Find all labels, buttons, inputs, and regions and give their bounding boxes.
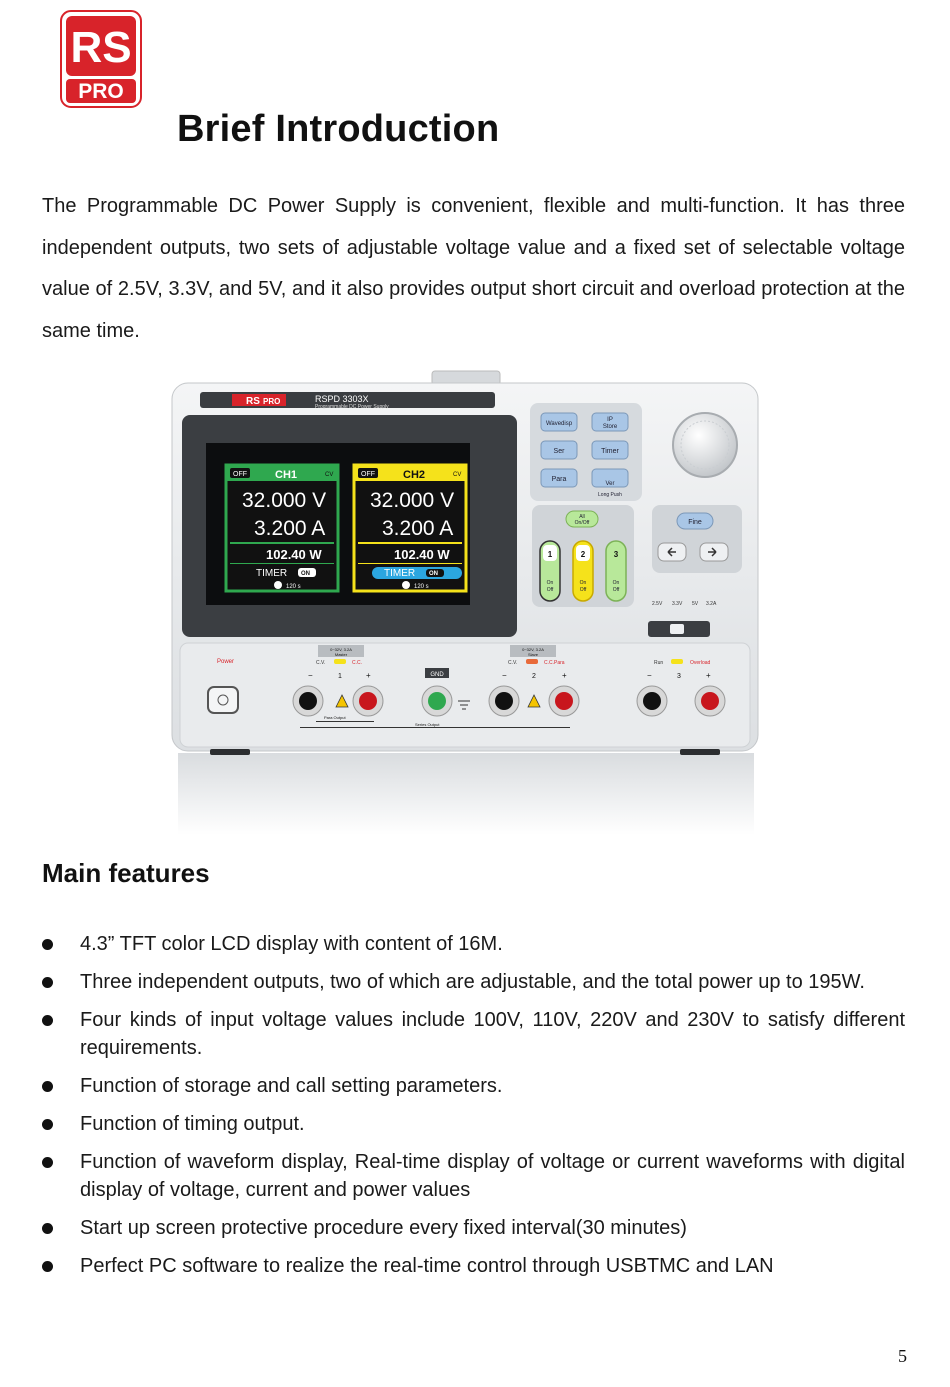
ch1-current: 3.200 A [254,517,326,540]
rotary-knob [673,413,737,477]
ch1-plus: + [366,671,371,680]
feature-text: Function of waveform display, Real-time display of voltage or current waveforms with digital display of voltage, current and power values [80,1151,905,1201]
features-heading: Main features [42,858,210,888]
feature-item [42,1252,905,1280]
ch3-v1: 2.5V [652,601,663,607]
ch1-timer-state: ON [301,571,310,577]
run-label: Run [654,660,664,666]
ch3-positive-terminal [701,692,719,710]
power-button [208,687,238,713]
bullet-icon [42,1015,53,1026]
ch2-time: 120 s [414,584,429,590]
key-ver: Ver [605,481,615,487]
device-subtitle: Programmable DC Power Supply [315,404,389,410]
feature-item [42,1072,905,1100]
ch1-cc-label: C.C. [352,660,362,666]
feature-text: 4.3” TFT color LCD display with content of 16M. [80,933,503,955]
gnd-terminal [428,692,446,710]
feature-item [42,968,905,996]
ch2-voltage: 32.000 V [370,489,455,512]
ch2-timer-label: TIMER [384,568,416,579]
feature-text: Function of timing output. [80,1113,305,1135]
reflection [178,753,754,835]
device-brand-pro: PRO [263,397,281,406]
feature-text: Start up screen protective procedure every fixed interval(30 minutes) [80,1217,687,1239]
ch2-timer-state: ON [429,571,438,577]
features-list [42,930,905,1290]
key-ch3: 3 [613,550,619,559]
ch1-mode: CV [325,472,334,478]
slave-range: 0~32V, 3.2A [522,647,544,652]
foot-right [680,749,720,755]
key-all-onoff: On/Off [574,520,590,526]
bullet-icon [42,1081,53,1092]
page-title: Brief Introduction [177,108,500,150]
ch1-positive-terminal [359,692,377,710]
feature-item [42,1148,905,1204]
logo-pro-text: PRO [78,80,124,103]
feature-text: Four kinds of input voltage values include 100V, 110V, 220V and 230V to satisfy different requirements. [80,1009,905,1059]
key-ser: Ser [553,448,565,455]
ch1-name: CH1 [275,469,298,481]
series-output-label: Series Output [415,722,440,727]
ch2-cv-label: C.V. [508,660,518,666]
key-long-push: Long Push [598,492,622,498]
bullet-icon [42,1261,53,1272]
ch3-minus: − [647,671,652,680]
key-ip: IP [607,417,613,423]
key-ch2-on: On [579,580,587,586]
slave-label: Slave [527,652,539,657]
logo-rs-text: RS [70,23,132,72]
key-ch1-on: On [546,580,554,586]
ch2-minus: − [502,671,507,680]
gnd-label: GND [430,672,444,678]
ch2-positive-terminal [555,692,573,710]
foot-left [210,749,250,755]
ch1-number: 1 [338,673,342,680]
ch3-plus: + [706,671,711,680]
ch3-number: 3 [677,673,681,680]
ch1-voltage: 32.000 V [242,489,327,512]
master-range: 0~32V, 3.2A [330,647,352,652]
rs-pro-logo [60,10,142,108]
feature-item [42,1006,905,1062]
key-para: Para [551,476,567,483]
bullet-icon [42,939,53,950]
feature-text: Function of storage and call setting parameters. [80,1075,503,1097]
feature-text: Perfect PC software to realize the real-time control through USBTMC and LAN [80,1255,774,1277]
ch1-negative-terminal [299,692,317,710]
para-output-label: Para Output [324,715,346,720]
bullet-icon [42,1157,53,1168]
ch2-cc-para-label: C.C.Para [544,660,565,666]
ch3-v2: 3.3V [672,601,683,607]
power-label: Power [217,659,235,665]
ch1-cv-label: C.V. [316,660,326,666]
ch1-minus: − [308,671,313,680]
ch3-negative-terminal [643,692,661,710]
ch2-name: CH2 [403,469,426,481]
key-ch3-off: Off [612,587,620,593]
ch2-number: 2 [532,673,536,680]
intro-paragraph: The Programmable DC Power Supply is convenient, flexible and multi-function. It has three independent outputs, two sets of adjustable voltage value and a fixed set of selectable voltage value of 2.5V, 3.3V, and 5V, and it also provides output short circuit and overload protection at the same time. [42,195,905,342]
key-ch3-on: On [612,580,620,586]
ch1-off-badge: OFF [233,471,247,478]
ch2-negative-terminal [495,692,513,710]
ch3-v4: 3.2A [706,601,717,607]
ch2-power: 102.40 W [394,547,450,562]
ch2-current: 3.200 A [382,517,454,540]
bullet-icon [42,1223,53,1234]
ch2-mode: CV [453,472,462,478]
key-ch2-off: Off [579,587,587,593]
ch2-off-badge: OFF [361,471,375,478]
master-label: Master [334,652,348,657]
feature-item [42,1110,905,1138]
key-wavedisp: Wavedisp [545,421,573,427]
device-brand-rs: RS [246,396,260,407]
ch3-v3: 5V [692,601,699,607]
device-model: RSPD 3303X [315,394,369,404]
key-fine: Fine [688,519,702,526]
bullet-icon [42,977,53,988]
feature-item [42,1214,905,1242]
feature-item [42,930,905,958]
page-number: 5 [898,1346,907,1366]
ch1-power: 102.40 W [266,547,322,562]
bullet-icon [42,1119,53,1130]
power-supply-product-image [170,365,760,835]
key-all: All [579,514,585,520]
key-ch1-off: Off [546,587,554,593]
overload-label: Overload [690,660,711,666]
key-ch2: 2 [580,550,586,559]
ch2-plus: + [562,671,567,680]
ch1-time: 120 s [286,584,301,590]
ch1-timer-label: TIMER [256,568,288,579]
key-timer: Timer [601,448,619,455]
feature-text: Three independent outputs, two of which are adjustable, and the total power up to 195W. [80,971,865,993]
key-store: Store [602,424,618,430]
key-ch1: 1 [547,550,553,559]
